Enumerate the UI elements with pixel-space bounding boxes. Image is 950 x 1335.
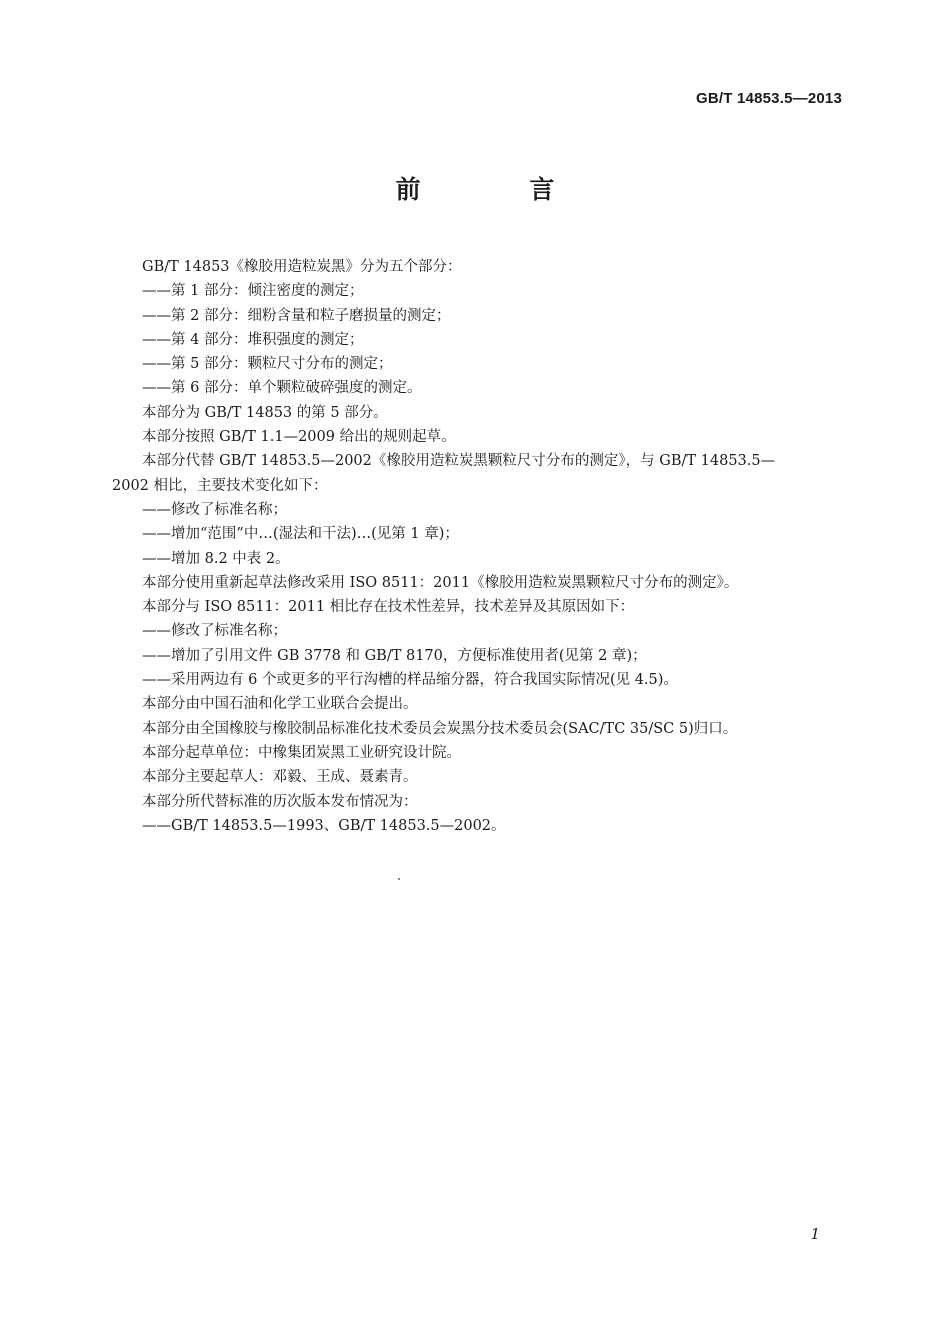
paragraph-drafting-unit: 本部分起草单位：中橡集团炭黑工业研究设计院。 (142, 744, 461, 761)
list-item-difference-3: ——采用两边有 6 个或更多的平行沟槽的样品缩分器，符合我国实际情况(见 4.5)。 (142, 672, 678, 689)
page-title: 前 言 (395, 175, 605, 204)
scan-dot (398, 878, 400, 880)
paragraph-replaces: 本部分代替 GB/T 14853.5—2002《橡胶用造粒炭黑颗粒尺寸分布的测定》，与 GB/T 14853.5— (142, 453, 776, 470)
list-item-previous-edition: ——GB/T 14853.5—1993、GB/T 14853.5—2002。 (142, 817, 506, 834)
list-item-part-2: ——第 2 部分：细粉含量和粒子磨损量的测定； (142, 307, 451, 324)
list-item-change-1: ——修改了标准名称； (142, 501, 287, 518)
list-item-change-3: ——增加 8.2 中表 2。 (142, 550, 290, 567)
paragraph-under-jurisdiction: 本部分由全国橡胶与橡胶制品标准化技术委员会炭黑分技术委员会(SAC/TC 35/SC 5)归口。 (142, 720, 738, 737)
paragraph-drafters: 本部分主要起草人：邓毅、王成、聂素青。 (142, 769, 418, 786)
paragraph-this-part: 本部分为 GB/T 14853 的第 5 部分。 (142, 404, 388, 421)
document-code: GB/T 14853.5—2013 (696, 90, 842, 107)
paragraph-proposed-by: 本部分由中国石油和化学工业联合会提出。 (142, 696, 418, 713)
list-item-part-4: ——第 4 部分：堆积强度的测定； (142, 331, 364, 348)
foreword-body (112, 255, 840, 838)
paragraph-technical-differences: 本部分与 ISO 8511：2011 相比存在技术性差异，技术差异及其原因如下： (142, 599, 635, 616)
paragraph-iso-adoption: 本部分使用重新起草法修改采用 ISO 8511：2011《橡胶用造粒炭黑颗粒尺寸分布的测定》。 (142, 574, 739, 591)
list-item-part-5: ——第 5 部分：颗粒尺寸分布的测定； (142, 356, 393, 373)
paragraph-previous-editions: 本部分所代替标准的历次版本发布情况为： (142, 793, 418, 810)
list-item-change-2: ——增加“范围”中…(湿法和干法)…(见第 1 章)； (142, 526, 459, 543)
paragraph-drafting-rules: 本部分按照 GB/T 1.1—2009 给出的规则起草。 (142, 429, 456, 446)
list-item-part-6: ——第 6 部分：单个颗粒破碎强度的测定。 (142, 380, 422, 397)
paragraph-replaces-continued: 2002 相比，主要技术变化如下： (112, 477, 328, 494)
list-item-part-1: ——第 1 部分：倾注密度的测定； (142, 283, 364, 300)
list-item-difference-1: ——修改了标准名称； (142, 623, 287, 640)
paragraph-parts-intro: GB/T 14853《橡胶用造粒炭黑》分为五个部分： (142, 259, 462, 275)
page-number: 1 (810, 1225, 820, 1243)
list-item-difference-2: ——增加了引用文件 GB 3778 和 GB/T 8170，方便标准使用者(见第 2 章)； (142, 647, 647, 664)
